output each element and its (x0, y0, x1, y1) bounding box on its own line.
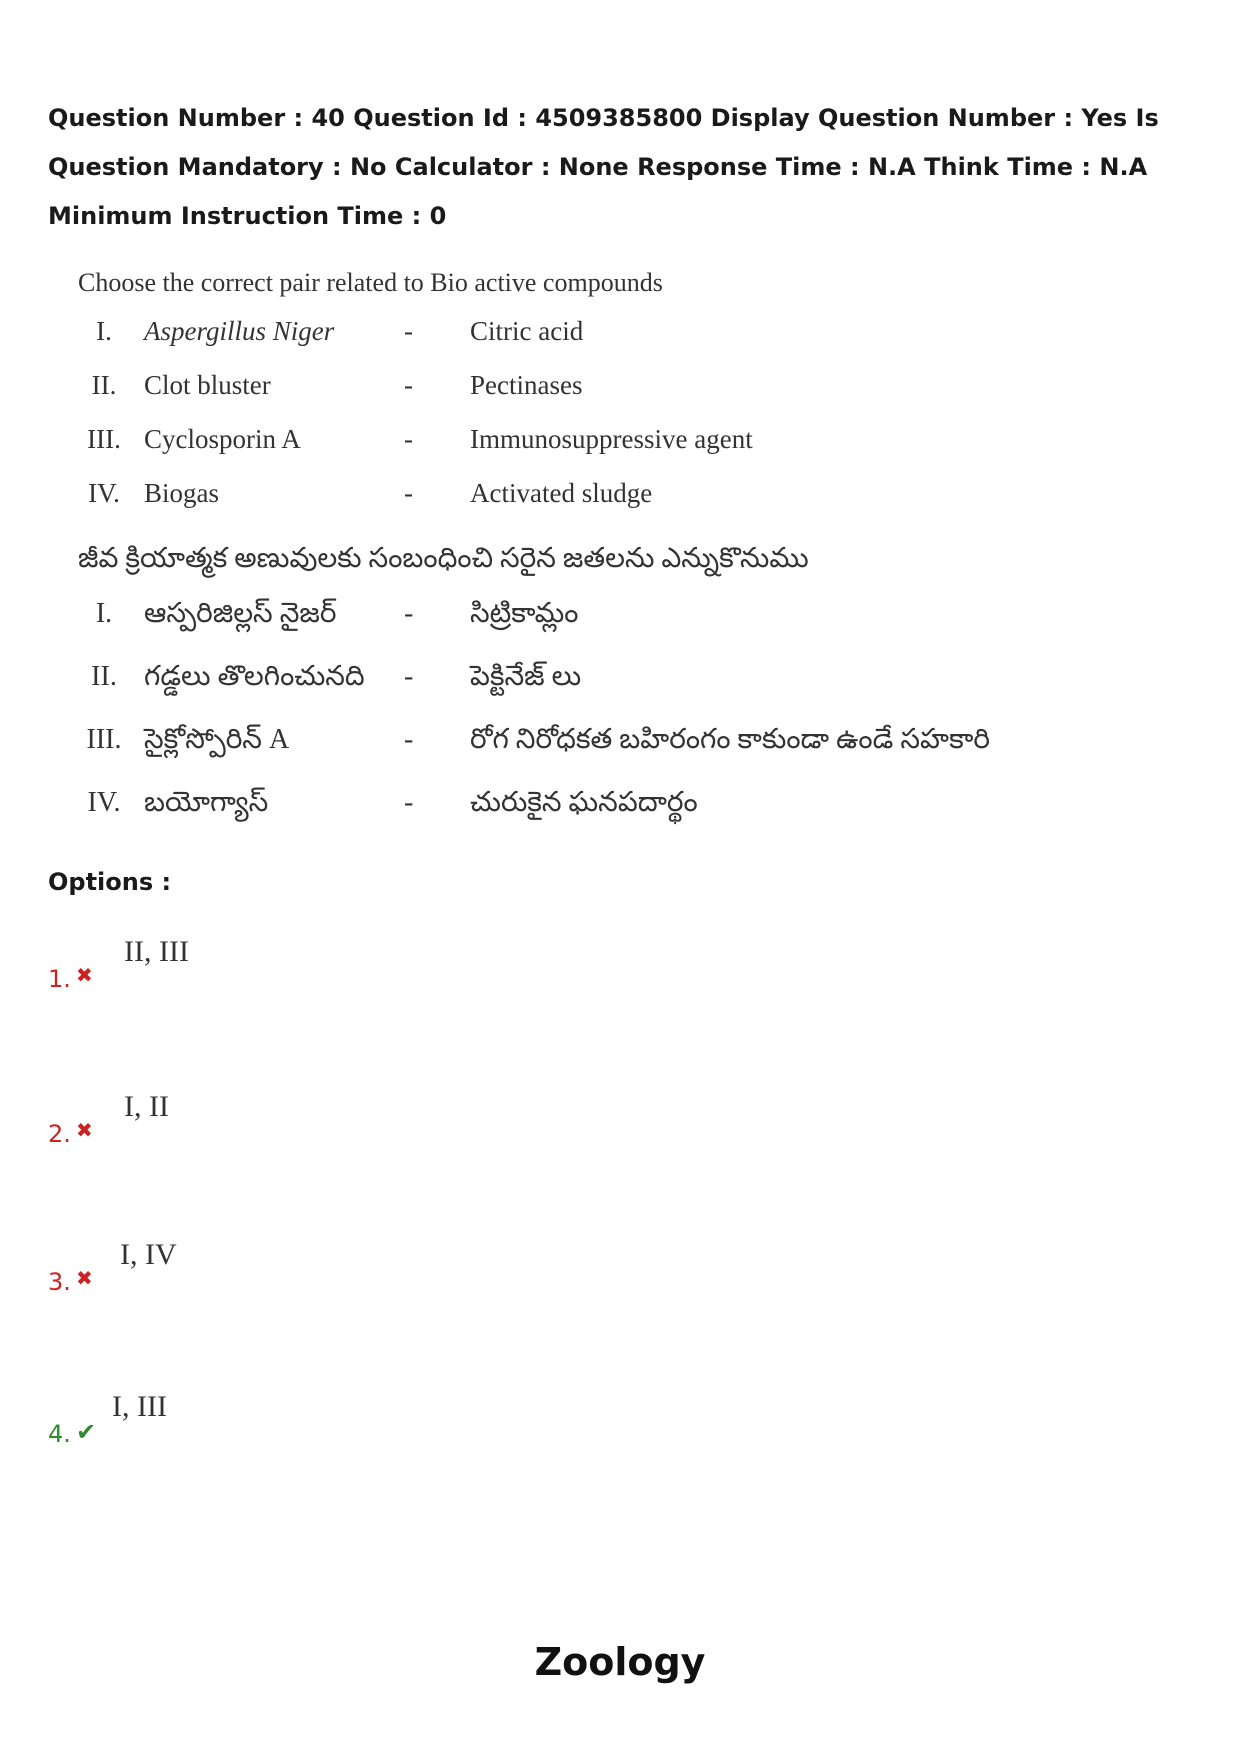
pair-right: పెక్టినేజ్ లు (470, 661, 582, 692)
option-2[interactable] (48, 1090, 648, 1170)
pair-dash: - (404, 424, 413, 454)
pair-number: II. (91, 661, 117, 692)
checkmark-icon: ✔ (76, 1418, 97, 1446)
pair-number: III. (86, 724, 122, 755)
question-stem-telugu: జీవ క్రియాత్మక అణువులకు సంబంధించి సరైన జతలను ఎన్నుకొనుము (78, 543, 809, 574)
pair-right: సిట్రికామ్లం (470, 598, 579, 629)
pair-row-te-2 (78, 653, 978, 716)
pair-number: III. (87, 424, 121, 454)
option-text: I, III (112, 1390, 167, 1423)
pair-right: Activated sludge (470, 478, 653, 508)
pair-right: Citric acid (470, 316, 584, 346)
pair-number: IV. (88, 478, 120, 508)
pair-dash: - (404, 787, 414, 818)
option-text: II, III (124, 935, 189, 968)
pair-row-en-4 (78, 470, 978, 524)
option-1[interactable] (48, 935, 648, 1015)
pair-row-te-3 (78, 716, 990, 779)
pair-dash: - (404, 478, 413, 508)
pair-dash: - (404, 661, 414, 692)
question-body (78, 258, 990, 842)
pair-left: Biogas (144, 478, 220, 508)
pair-row-en-2 (78, 362, 978, 416)
pair-number: I. (95, 598, 113, 629)
pair-number: I. (96, 316, 112, 346)
cross-icon: ✖ (76, 1118, 93, 1142)
option-number: 4. (48, 1420, 71, 1448)
pair-row-en-1 (78, 308, 978, 362)
pair-row-en-3 (78, 416, 978, 470)
pair-number: IV. (87, 787, 121, 818)
question-stem-english: Choose the correct pair related to Bio active compounds (78, 268, 663, 297)
option-number: 3. (48, 1268, 71, 1296)
pair-dash: - (404, 370, 413, 400)
option-text: I, II (124, 1090, 169, 1123)
pair-right: రోగ నిరోధకత బహిరంగం కాకుండా ఉండే సహకారి (470, 724, 990, 755)
pair-left: సైక్లోస్పోరిన్ A (144, 724, 290, 755)
pair-row-te-1 (78, 590, 978, 653)
pair-left: బయోగ్యాస్ (144, 787, 269, 818)
options-label: Options : (48, 868, 172, 896)
pair-left: Cyclosporin A (144, 424, 301, 454)
pair-left: Aspergillus Niger (144, 316, 335, 346)
option-number: 1. (48, 965, 71, 993)
subject-footer: Zoology (534, 1640, 706, 1684)
pair-number: II. (91, 370, 117, 400)
option-number: 2. (48, 1120, 71, 1148)
cross-icon: ✖ (76, 1266, 93, 1290)
pair-left: గడ్డలు తొలగించునది (144, 661, 365, 692)
option-3[interactable] (48, 1238, 648, 1318)
pair-right: Immunosuppressive agent (470, 424, 753, 454)
option-4[interactable] (48, 1390, 648, 1470)
pair-dash: - (404, 724, 414, 755)
pair-row-te-4 (78, 779, 978, 842)
option-text: I, IV (120, 1238, 177, 1271)
question-metadata: Question Number : 40 Question Id : 4509385800 Display Question Number : Yes Is Question Mandatory : No Calculator : None Response Time : N.A Think Time : N.A Minimum Instruction Time : 0 (48, 104, 1159, 230)
pair-left: Clot bluster (144, 370, 271, 400)
pair-right: చురుకైన ఘనపదార్థం (470, 787, 698, 818)
pair-dash: - (404, 598, 414, 629)
cross-icon: ✖ (76, 963, 93, 987)
pair-right: Pectinases (470, 370, 583, 400)
pair-dash: - (404, 316, 413, 346)
pair-left: ఆస్పరిజిల్లస్ నైజర్ (144, 598, 337, 629)
